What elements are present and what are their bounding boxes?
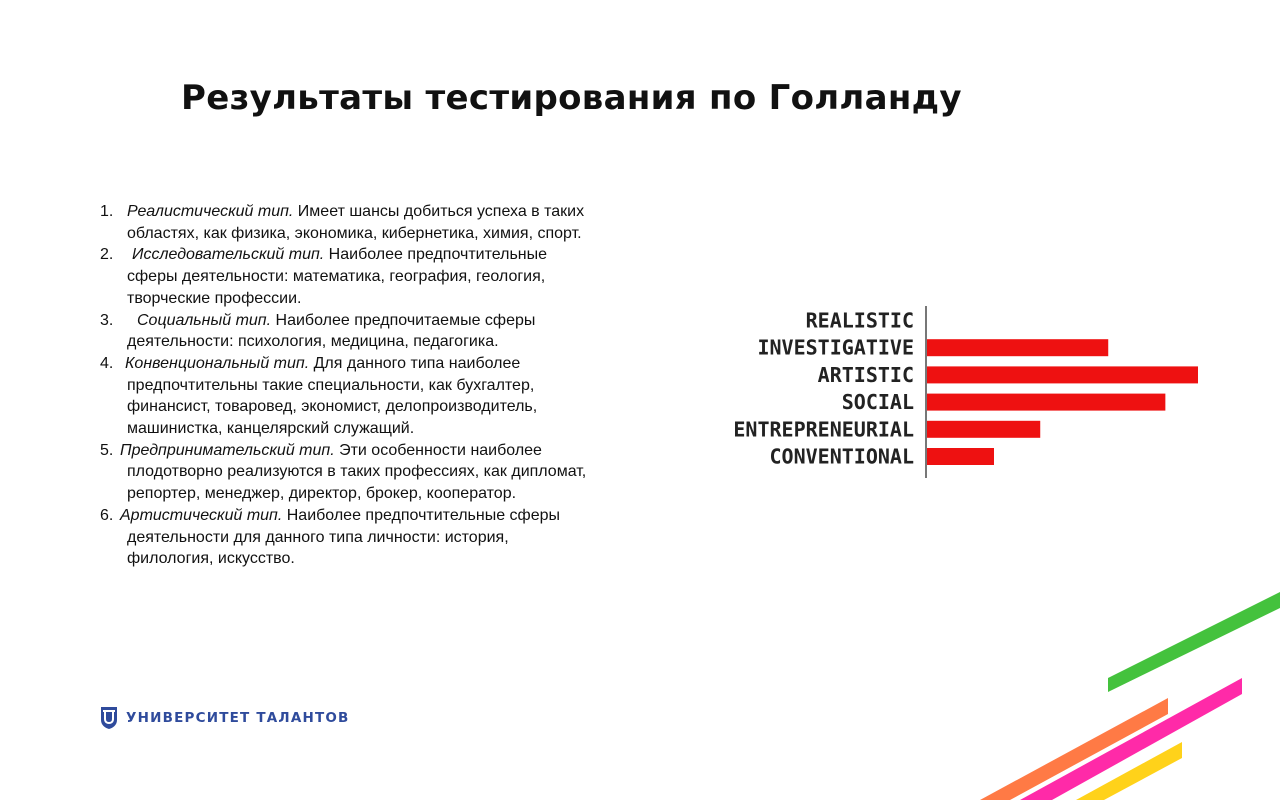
logo-text: УНИВЕРСИТЕТ ТАЛАНТОВ bbox=[126, 710, 350, 726]
category-label-entrepreneurial: ENTREPRENEURIAL bbox=[733, 417, 914, 442]
item-type-name: Исследовательский тип. bbox=[132, 246, 325, 264]
item-type-name: Социальный тип. bbox=[137, 311, 272, 329]
decorative-stripes bbox=[980, 580, 1280, 800]
item-type-name: Конвенциональный тип. bbox=[125, 354, 310, 372]
logo-shield-icon bbox=[100, 706, 118, 730]
category-label-conventional: CONVENTIONAL bbox=[769, 444, 914, 469]
item-type-name: Артистический тип. bbox=[120, 506, 283, 524]
list-item bbox=[100, 505, 590, 570]
item-number: 1. bbox=[100, 203, 114, 220]
item-number: 6. bbox=[100, 506, 114, 524]
bar-artistic bbox=[926, 366, 1198, 383]
university-logo bbox=[100, 706, 350, 730]
list-item bbox=[100, 353, 590, 440]
item-description: Имеет шансы добиться успеха в таких областях, как физика, экономика, кибернетика, химия, спорт. bbox=[127, 203, 585, 242]
page-title: Результаты тестирования по Голланду bbox=[181, 78, 962, 118]
bar-investigative bbox=[926, 339, 1108, 356]
category-label-social: SOCIAL bbox=[841, 390, 914, 415]
category-label-investigative: INVESTIGATIVE bbox=[757, 335, 914, 360]
bar-entrepreneurial bbox=[926, 421, 1040, 438]
item-number: 5. bbox=[100, 441, 114, 459]
green-stripe bbox=[1108, 592, 1280, 692]
item-type-name: Реалистический тип. bbox=[127, 203, 294, 220]
holland-bar-chart bbox=[700, 300, 1220, 490]
holland-types-list bbox=[100, 201, 590, 570]
item-number: 3. bbox=[100, 311, 114, 329]
item-description: Наиболее предпочтительные сферы деятельности: математика, география, геология, творческие профессии. bbox=[127, 246, 548, 307]
list-item bbox=[100, 244, 590, 309]
list-item bbox=[100, 310, 590, 353]
category-label-realistic: REALISTIC bbox=[805, 308, 914, 333]
item-description: Для данного типа наиболее предпочтительны такие специальности, как бухгалтер, финансист, товаровед, экономист, делопроизводитель, машинистка, канцелярский служащий. bbox=[127, 354, 538, 438]
bar-social bbox=[926, 394, 1165, 411]
bar-conventional bbox=[926, 448, 994, 465]
item-description: Наиболее предпочтительные сферы деятельности для данного типа личности: история, филология, искусство. bbox=[127, 506, 561, 568]
list-item bbox=[100, 201, 590, 244]
item-number: 4. bbox=[100, 354, 114, 372]
category-label-artistic: ARTISTIC bbox=[817, 362, 914, 387]
list-item bbox=[100, 440, 590, 505]
item-type-name: Предпринимательский тип. bbox=[120, 441, 335, 459]
item-number: 2. bbox=[100, 246, 114, 264]
item-description: Наиболее предпочитаемые сферы деятельности: психология, медицина, педагогика. bbox=[127, 311, 536, 351]
item-description: Эти особенности наиболее плодотворно реализуются в таких профессиях, как дипломат, репортер, менеджер, директор, брокер, кооператор. bbox=[127, 441, 587, 503]
